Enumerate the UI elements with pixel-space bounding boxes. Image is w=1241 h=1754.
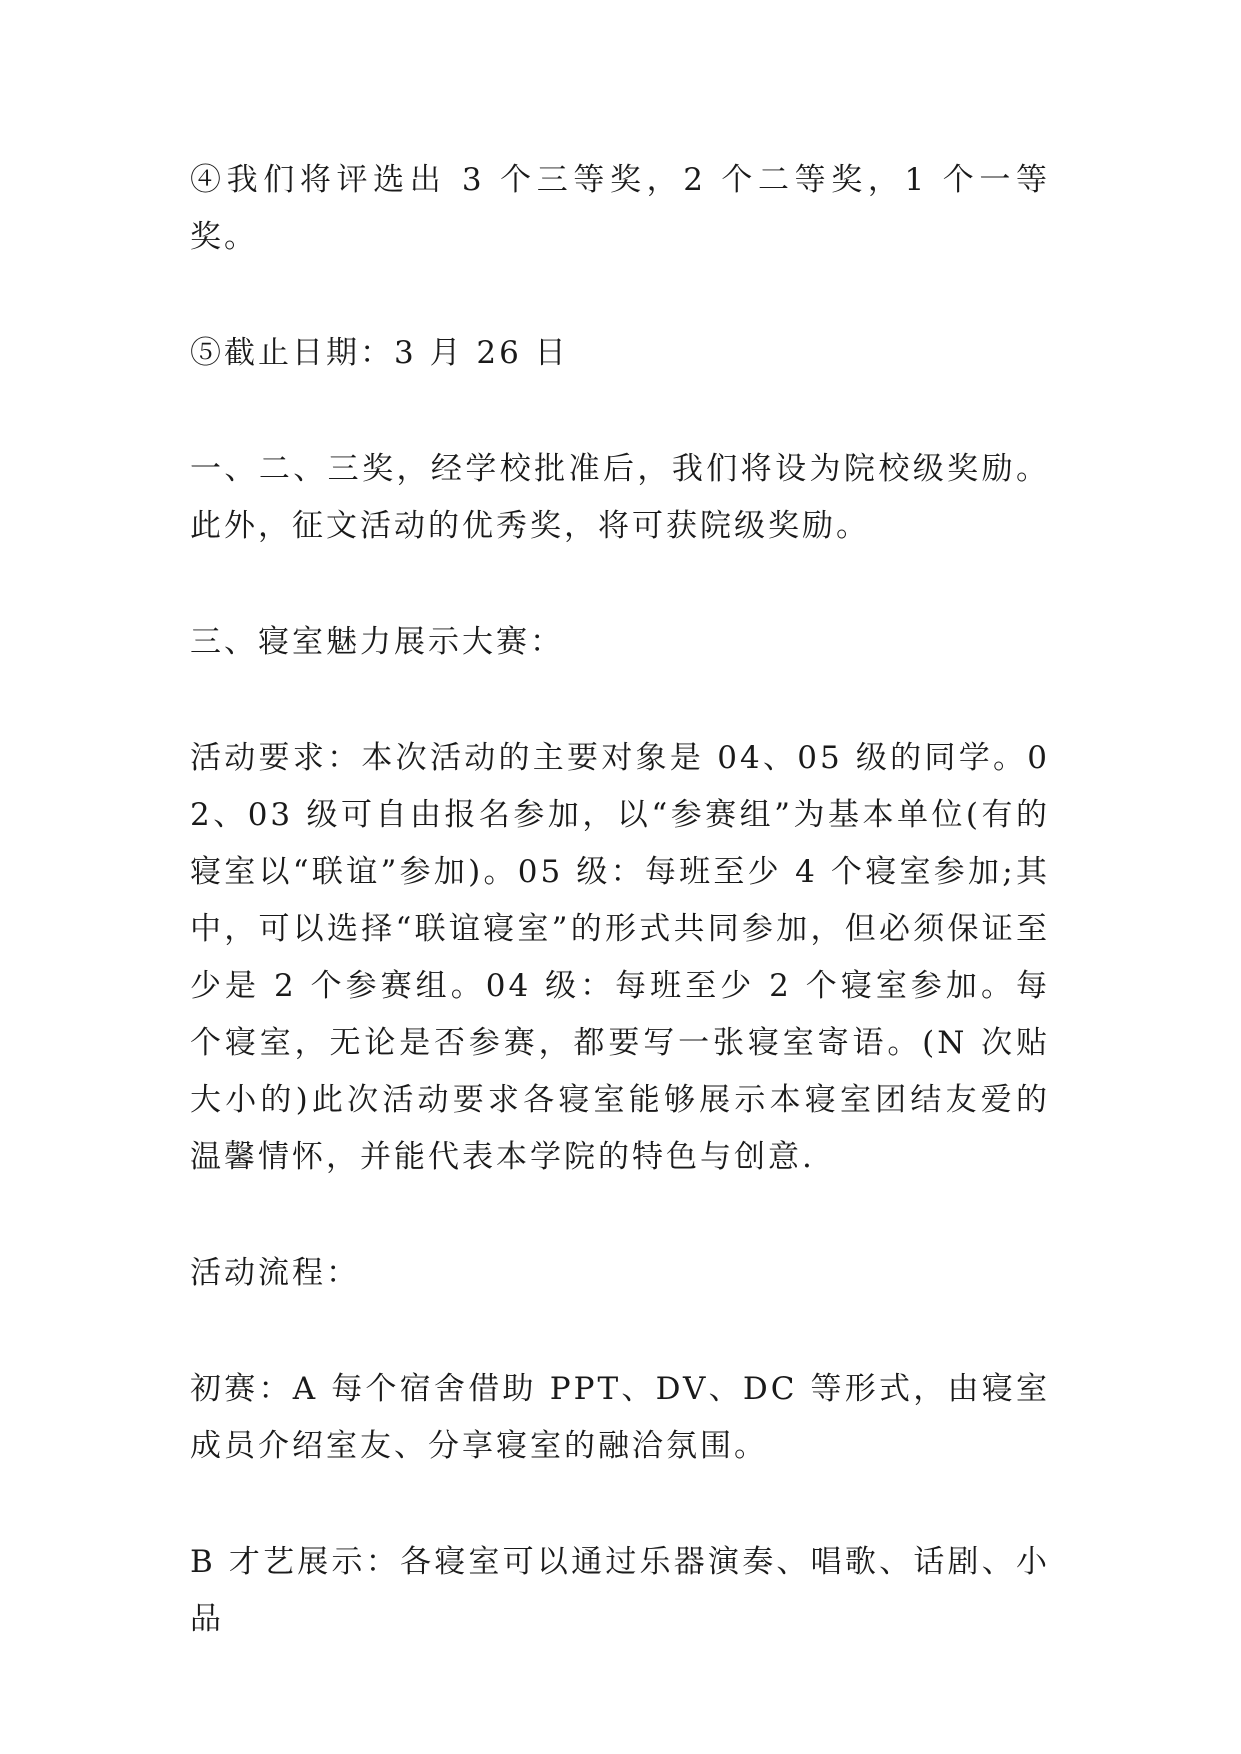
paragraph-deadline: ⑤截止日期：3 月 26 日 — [190, 335, 569, 371]
paragraph-awards: ④我们将评选出 3 个三等奖，2 个二等奖，1 个一等奖。 — [190, 162, 1050, 255]
paragraph-award-levels: 一、二、三奖，经学校批准后，我们将设为院校级奖励。此外，征文活动的优秀奖，将可获院级奖励。 — [190, 451, 1050, 544]
document-body — [190, 152, 1050, 1707]
section-heading-dorm-contest: 三、寝室魅力展示大赛： — [190, 624, 564, 660]
section-heading-activity-process: 活动流程： — [190, 1255, 360, 1291]
paragraph-preliminary-round: 初赛：A 每个宿舍借助 PPT、DV、DC 等形式，由寝室成员介绍室友、分享寝室的融洽氛围。 — [190, 1371, 1050, 1464]
paragraph-activity-requirements: 活动要求：本次活动的主要对象是 04、05 级的同学。02、03 级可自由报名参加，以“参赛组”为基本单位(有的寝室以“联谊”参加)。05 级：每班至少 4 个寝室参加;其中，可以选择“联谊寝室”的形式共同参加，但必须保证至少是 2 个参赛组。04 级：每班至少 2 个寝室参加。每个寝室，无论是否参赛，都要写一张寝室寄语。(N 次贴大小的)此次活动要求各寝室能够展示本寝室团结友爱的温馨情怀，并能代表本学院的特色与创意. — [190, 740, 1050, 1175]
paragraph-talent-show: B 才艺展示：各寝室可以通过乐器演奏、唱歌、话剧、小品 — [190, 1544, 1050, 1637]
